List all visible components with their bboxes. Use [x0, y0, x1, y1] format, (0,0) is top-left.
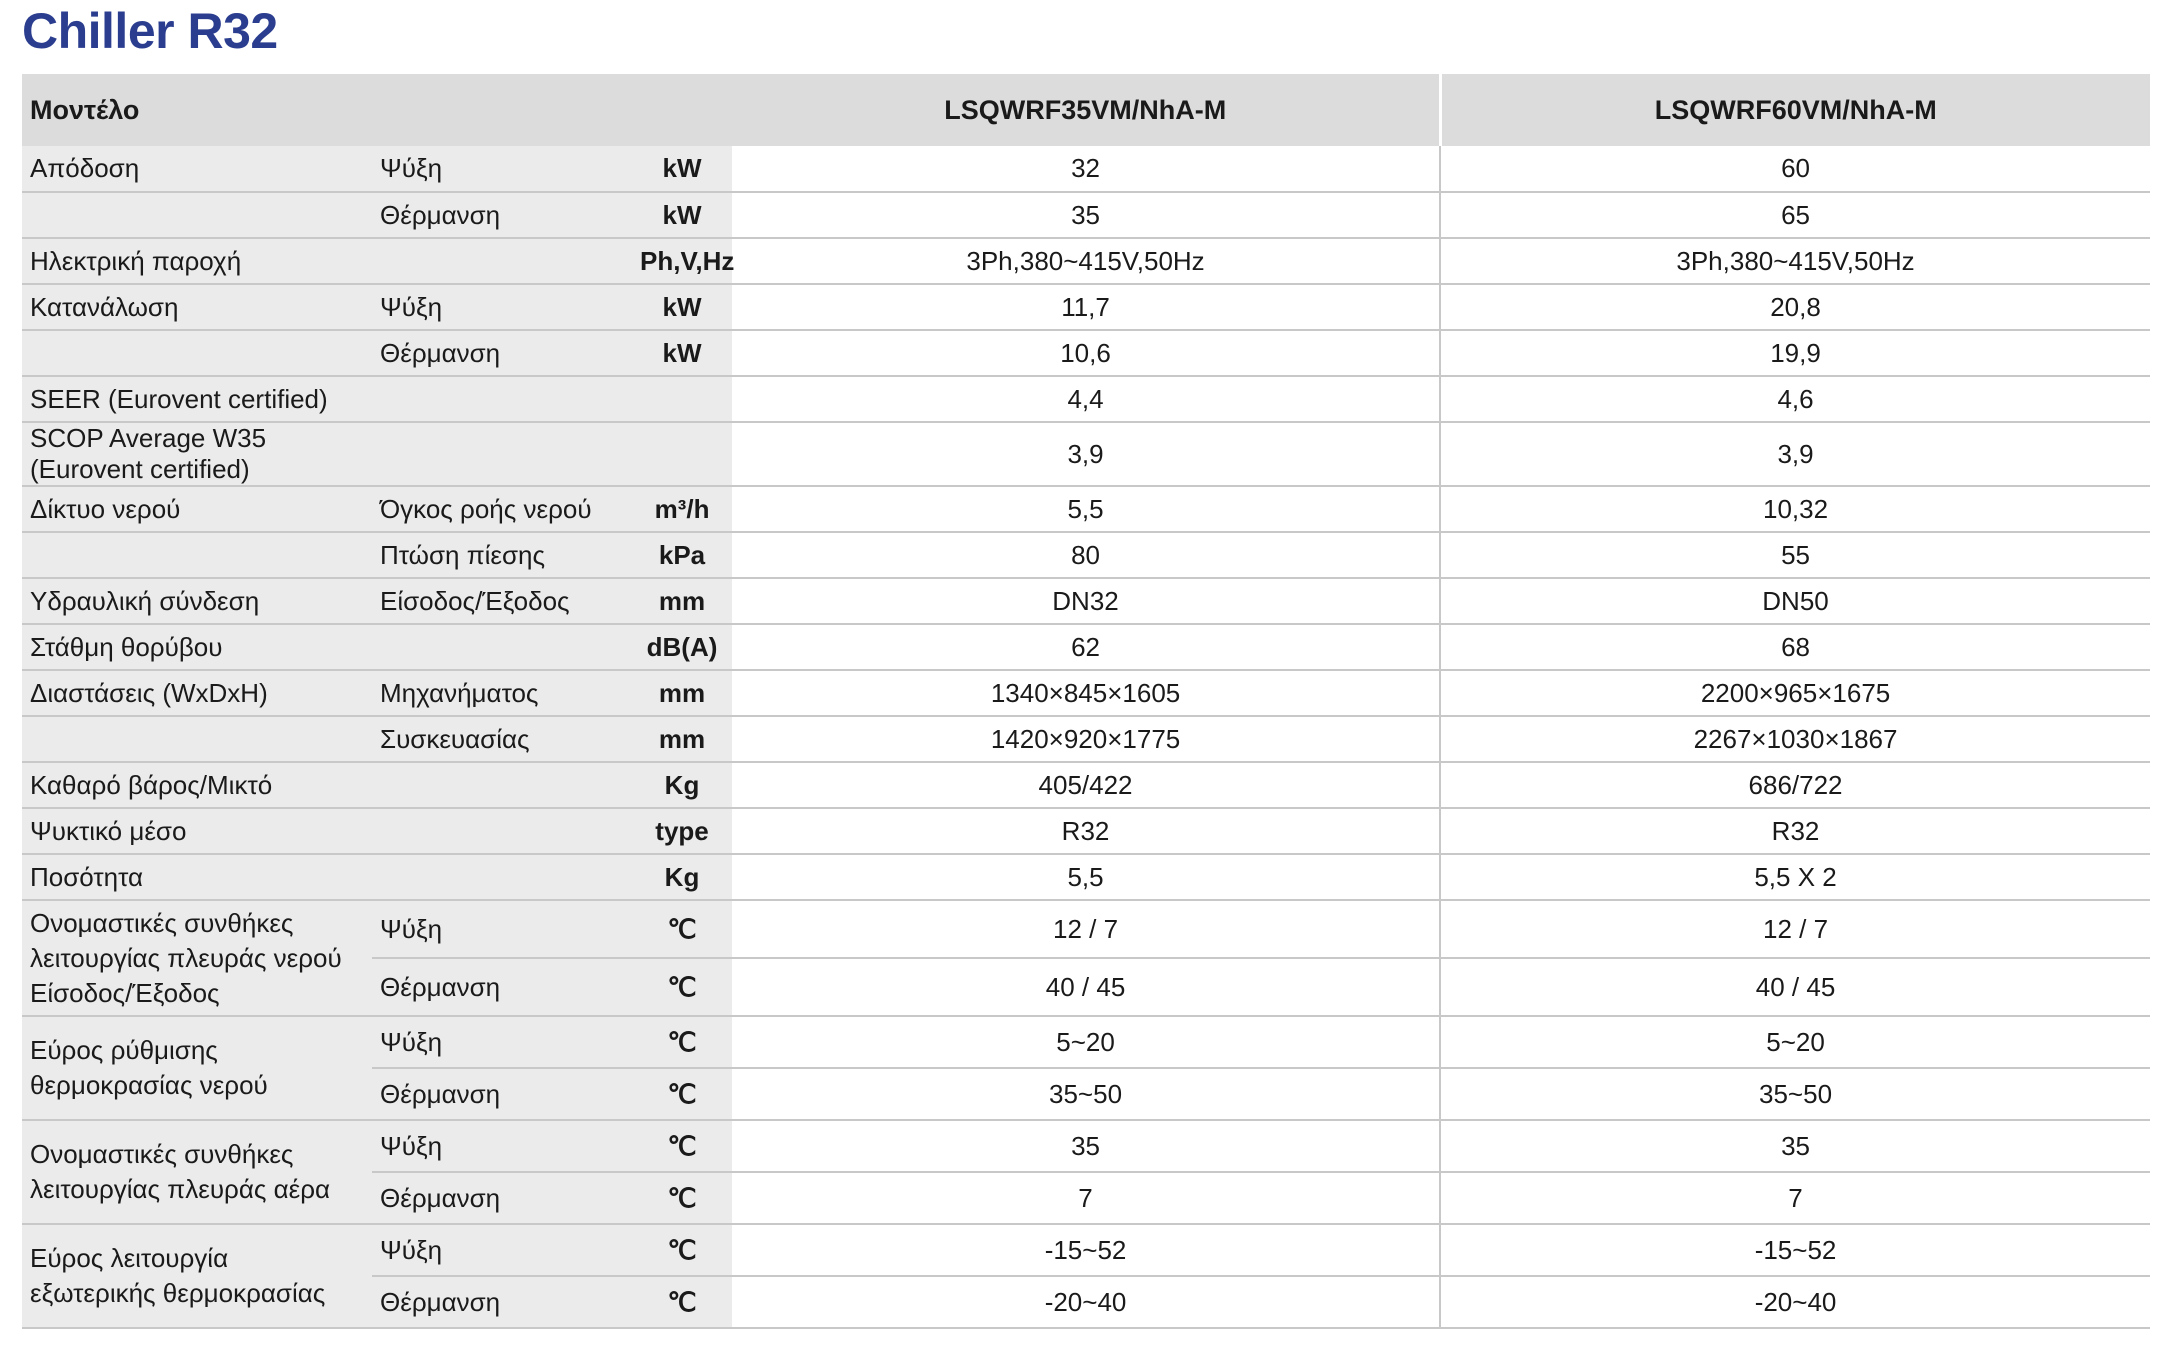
row-label: Διαστάσεις (WxDxH)	[22, 670, 372, 716]
row-sublabel: Όγκος ροής νερού	[372, 486, 632, 532]
row-sublabel	[372, 808, 632, 854]
row-unit	[632, 422, 732, 486]
group-label	[22, 1016, 372, 1120]
value-model-1: 3Ph,380~415V,50Hz	[732, 238, 1440, 284]
row-label: Ψυκτικό μέσο	[22, 808, 372, 854]
value-model-2: 35~50	[1440, 1068, 2150, 1120]
value-model-2: 3,9	[1440, 422, 2150, 486]
row-sublabel: Μηχανήματος	[372, 670, 632, 716]
group-label-line: λειτουργίας πλευράς αέρα	[30, 1174, 331, 1204]
value-model-2: -15~52	[1440, 1224, 2150, 1276]
table-row	[22, 1224, 2150, 1276]
row-sublabel: Ψύξη	[372, 1016, 632, 1068]
table-row	[22, 486, 2150, 532]
group-label-line: Ονομαστικές συνθήκες	[30, 907, 294, 938]
value-model-1: 32	[732, 146, 1440, 192]
value-model-1: -20~40	[732, 1276, 1440, 1328]
value-model-1: 1340×845×1605	[732, 670, 1440, 716]
row-sublabel: Πτώση πίεσης	[372, 532, 632, 578]
value-model-1: 3,9	[732, 422, 1440, 486]
group-label-line: θερμοκρασίας νερού	[30, 1070, 268, 1100]
row-sublabel	[372, 238, 632, 284]
row-unit: ℃	[632, 1224, 732, 1276]
value-model-1: 5,5	[732, 854, 1440, 900]
row-label: Ηλεκτρική παροχή	[22, 238, 372, 284]
table-row	[22, 330, 2150, 376]
row-sublabel: Ψύξη	[372, 146, 632, 192]
row-sublabel: Ψύξη	[372, 1120, 632, 1172]
table-row	[22, 854, 2150, 900]
table-row	[22, 762, 2150, 808]
group-label-line: Είσοδος/Έξοδος	[30, 977, 220, 1008]
row-sublabel	[372, 854, 632, 900]
table-row	[22, 624, 2150, 670]
row-sublabel: Συσκευασίας	[372, 716, 632, 762]
page-title: Chiller R32	[22, 3, 278, 59]
row-unit: dB(A)	[632, 624, 732, 670]
row-unit: ℃	[632, 1120, 732, 1172]
table-row	[22, 670, 2150, 716]
value-model-2: 20,8	[1440, 284, 2150, 330]
row-unit: mm	[632, 716, 732, 762]
value-model-1: 5,5	[732, 486, 1440, 532]
value-model-1: 10,6	[732, 330, 1440, 376]
row-sublabel	[372, 624, 632, 670]
row-label	[22, 192, 372, 238]
value-model-1: 12 / 7	[732, 900, 1440, 958]
group-label-line: εξωτερικής θερμοκρασίας	[30, 1278, 326, 1308]
value-model-1: 35	[732, 1120, 1440, 1172]
table-header-row	[22, 74, 2150, 146]
value-model-1: -15~52	[732, 1224, 1440, 1276]
value-model-2: 60	[1440, 146, 2150, 192]
header-model-label: Μοντέλο	[22, 74, 732, 146]
row-sublabel: Θέρμανση	[372, 1276, 632, 1328]
value-model-1: 62	[732, 624, 1440, 670]
row-sublabel: Ψύξη	[372, 900, 632, 958]
value-model-2: 65	[1440, 192, 2150, 238]
value-model-2: 55	[1440, 532, 2150, 578]
value-model-1: 40 / 45	[732, 958, 1440, 1016]
row-unit: ℃	[632, 1016, 732, 1068]
row-label: Υδραυλική σύνδεση	[22, 578, 372, 624]
row-sublabel: Είσοδος/Έξοδος	[372, 578, 632, 624]
table-row	[22, 532, 2150, 578]
value-model-1: 4,4	[732, 376, 1440, 422]
value-model-1: 35	[732, 192, 1440, 238]
row-unit: mm	[632, 578, 732, 624]
row-unit: kW	[632, 330, 732, 376]
value-model-1: 80	[732, 532, 1440, 578]
table-body	[22, 146, 2150, 1328]
value-model-2: 40 / 45	[1440, 958, 2150, 1016]
row-label: SEER (Eurovent certified)	[22, 376, 372, 422]
value-model-1: R32	[732, 808, 1440, 854]
value-model-2: 68	[1440, 624, 2150, 670]
row-unit: Kg	[632, 854, 732, 900]
value-model-2: 12 / 7	[1440, 900, 2150, 958]
table-row	[22, 422, 2150, 486]
row-sublabel: Ψύξη	[372, 1224, 632, 1276]
value-model-1: 1420×920×1775	[732, 716, 1440, 762]
row-unit: kW	[632, 146, 732, 192]
value-model-2: 686/722	[1440, 762, 2150, 808]
row-unit: Kg	[632, 762, 732, 808]
value-model-2: 2200×965×1675	[1440, 670, 2150, 716]
table-row	[22, 376, 2150, 422]
row-unit: m³/h	[632, 486, 732, 532]
row-label	[22, 532, 372, 578]
value-model-2: 5,5 X 2	[1440, 854, 2150, 900]
value-model-1: 35~50	[732, 1068, 1440, 1120]
group-label-line: Εύρος λειτουργία	[30, 1243, 229, 1273]
value-model-1: 7	[732, 1172, 1440, 1224]
table-row	[22, 900, 2150, 958]
value-model-2: 7	[1440, 1172, 2150, 1224]
table-row	[22, 578, 2150, 624]
row-unit: ℃	[632, 1172, 732, 1224]
row-label: Ποσότητα	[22, 854, 372, 900]
group-label-line: λειτουργίας πλευράς νερού	[30, 942, 342, 973]
value-model-2: -20~40	[1440, 1276, 2150, 1328]
row-sublabel: Θέρμανση	[372, 330, 632, 376]
row-unit: kW	[632, 284, 732, 330]
table-row	[22, 192, 2150, 238]
row-label: SCOP Average W35 (Eurovent certified)	[22, 422, 372, 486]
value-model-1: 405/422	[732, 762, 1440, 808]
value-model-2: 4,6	[1440, 376, 2150, 422]
row-sublabel	[372, 376, 632, 422]
row-unit: mm	[632, 670, 732, 716]
group-label-line: Εύρος ρύθμισης	[30, 1035, 218, 1065]
row-sublabel: Θέρμανση	[372, 192, 632, 238]
value-model-2: 5~20	[1440, 1016, 2150, 1068]
row-label	[22, 330, 372, 376]
table-row	[22, 284, 2150, 330]
table-row	[22, 1120, 2150, 1172]
group-label-line: Ονομαστικές συνθήκες	[30, 1139, 294, 1169]
value-model-2: 19,9	[1440, 330, 2150, 376]
value-model-2: 3Ph,380~415V,50Hz	[1440, 238, 2150, 284]
row-sublabel: Θέρμανση	[372, 958, 632, 1016]
row-sublabel: Θέρμανση	[372, 1068, 632, 1120]
value-model-1: 5~20	[732, 1016, 1440, 1068]
row-unit: type	[632, 808, 732, 854]
row-unit: kW	[632, 192, 732, 238]
row-unit: ℃	[632, 958, 732, 1016]
group-label	[22, 900, 372, 1016]
row-label: Κατανάλωση	[22, 284, 372, 330]
row-label: Στάθμη θορύβου	[22, 624, 372, 670]
row-label: Δίκτυο νερού	[22, 486, 372, 532]
group-label	[22, 1120, 372, 1224]
row-label: Καθαρό βάρος/Μικτό	[22, 762, 372, 808]
value-model-2: 2267×1030×1867	[1440, 716, 2150, 762]
value-model-2: 10,32	[1440, 486, 2150, 532]
row-sublabel: Θέρμανση	[372, 1172, 632, 1224]
row-unit: ℃	[632, 1276, 732, 1328]
header-model-2: LSQWRF60VM/NhA-M	[1440, 74, 2150, 146]
value-model-2: R32	[1440, 808, 2150, 854]
row-label	[22, 716, 372, 762]
spec-table	[22, 74, 2150, 1329]
table-row	[22, 808, 2150, 854]
table-row	[22, 1016, 2150, 1068]
value-model-2: 35	[1440, 1120, 2150, 1172]
row-label: Απόδοση	[22, 146, 372, 192]
row-unit: ℃	[632, 1068, 732, 1120]
group-label	[22, 1224, 372, 1328]
row-sublabel: Ψύξη	[372, 284, 632, 330]
value-model-2: DN50	[1440, 578, 2150, 624]
row-unit	[632, 376, 732, 422]
table-row	[22, 716, 2150, 762]
row-unit: Ph,V,Hz	[632, 238, 732, 284]
row-unit: kPa	[632, 532, 732, 578]
header-model-1: LSQWRF35VM/NhA-M	[732, 74, 1440, 146]
row-unit: ℃	[632, 900, 732, 958]
value-model-1: DN32	[732, 578, 1440, 624]
row-sublabel	[372, 762, 632, 808]
table-row	[22, 146, 2150, 192]
value-model-1: 11,7	[732, 284, 1440, 330]
row-sublabel	[372, 422, 632, 486]
table-row	[22, 238, 2150, 284]
